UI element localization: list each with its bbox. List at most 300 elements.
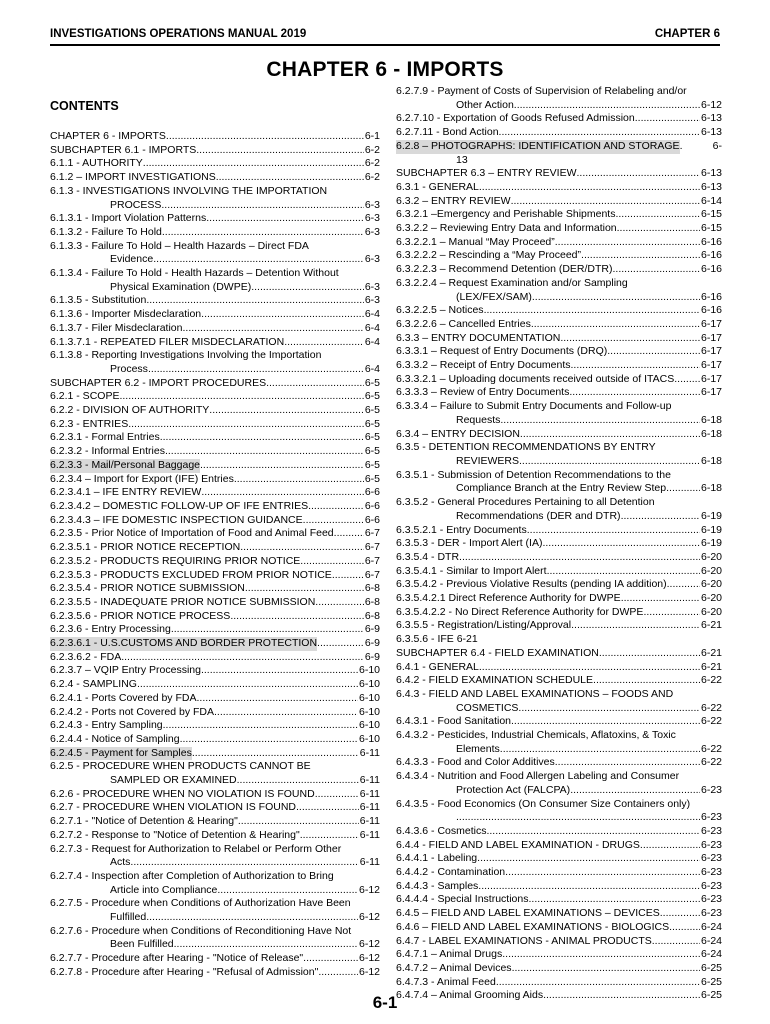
dot-leader: [143, 157, 364, 171]
dot-leader: [332, 569, 364, 583]
dot-leader: [334, 527, 364, 541]
toc-entry[interactable]: [396, 496, 722, 523]
toc-entry[interactable]: [50, 157, 380, 171]
toc-entry-title: 6.3.2.2.3 – Recommend Detention (DER/DTR): [396, 263, 613, 276]
toc-entry[interactable]: [50, 623, 380, 637]
toc-entry-title: 6.2.8 – PHOTOGRAPHS: IDENTIFICATION AND STORAGE: [396, 139, 680, 152]
toc-entry[interactable]: [396, 167, 722, 181]
toc-entry-title: 6.4.7.4 – Animal Grooming Aids: [396, 989, 544, 1002]
toc-entry[interactable]: [396, 825, 722, 839]
toc-entry-title: 6.2.3.1 - Formal Entries: [50, 431, 160, 444]
toc-entry[interactable]: [396, 551, 722, 565]
toc-page-ref: 6-7: [364, 527, 380, 540]
dot-leader: [660, 907, 700, 921]
toc-entry[interactable]: [396, 318, 722, 332]
toc-entry-title: 6.4.6 – FIELD AND LABEL EXAMINATIONS - BIOLOGICS: [396, 920, 670, 933]
dot-leader: [128, 418, 364, 432]
toc-entry-title-cont: Evidence: [110, 253, 154, 266]
toc-entry-title: 6.4.7.2 – Animal Devices: [396, 962, 512, 974]
toc-entry[interactable]: [50, 692, 380, 706]
toc-page-ref: 6-23: [700, 824, 722, 837]
toc-entry[interactable]: [50, 226, 380, 240]
toc-entry[interactable]: [50, 760, 380, 787]
toc-entry[interactable]: [396, 208, 722, 222]
toc-entry[interactable]: [50, 747, 380, 761]
toc-page-ref: 6-20: [700, 578, 722, 591]
toc-entry[interactable]: [396, 756, 722, 770]
toc-entry[interactable]: [396, 661, 722, 675]
dot-leader: [555, 756, 700, 770]
toc-entry[interactable]: [396, 798, 722, 825]
toc-entry[interactable]: [396, 948, 722, 962]
toc-entry[interactable]: [50, 815, 380, 829]
dot-leader: [518, 702, 700, 716]
toc-entry-title: 6.4.3.5 - Food Economics (On Consumer Size Containers only): [396, 797, 691, 810]
toc-entry[interactable]: [50, 459, 380, 473]
dot-leader: [216, 171, 364, 185]
dot-leader: [315, 788, 359, 802]
toc-entry[interactable]: [396, 715, 722, 729]
toc-entry[interactable]: [396, 935, 722, 949]
toc-entry-title-cont: Elements: [456, 742, 500, 755]
toc-entry[interactable]: [50, 637, 380, 651]
toc-entry-title: 6.4.7.3 - Animal Feed: [396, 975, 496, 988]
toc-page-ref: 6-3: [364, 198, 380, 211]
toc-entry[interactable]: [396, 647, 722, 661]
dot-leader: [531, 318, 700, 332]
toc-entry[interactable]: [50, 171, 380, 185]
dot-leader: [240, 541, 364, 555]
toc-entry[interactable]: [50, 240, 380, 267]
toc-page-ref: 6-18: [700, 482, 722, 495]
toc-entry[interactable]: [50, 418, 380, 432]
toc-entry[interactable]: [396, 907, 722, 921]
dot-leader: [303, 952, 358, 966]
toc-entry[interactable]: [396, 962, 722, 976]
dot-leader: [571, 619, 700, 633]
toc-page-ref: 6-23: [700, 838, 722, 851]
toc-entry-title-cont: Other Action: [456, 98, 514, 111]
toc-page-ref: 6-13: [700, 167, 722, 180]
toc-page-ref: 6-11: [359, 856, 380, 869]
toc-entry-title: 6.2.3.3 - Mail/Personal Baggage: [50, 458, 201, 471]
dot-leader: [542, 537, 700, 551]
toc-page-ref: 6-20: [700, 550, 722, 563]
toc-entry-title: 6.2.7.10 - Exportation of Goods Refused Admission: [396, 112, 635, 125]
dot-leader: [615, 208, 700, 222]
toc-page-ref: 6-5: [364, 390, 380, 403]
dot-leader: [209, 404, 364, 418]
toc-entry[interactable]: [50, 294, 380, 308]
toc-entry[interactable]: [50, 144, 380, 158]
toc-page-ref: 6-22: [700, 715, 722, 728]
toc-entry[interactable]: [50, 322, 380, 336]
dot-leader: [459, 551, 700, 565]
toc-page-ref: 6-7: [364, 541, 380, 554]
dot-leader: [214, 706, 358, 720]
dot-leader: [200, 459, 364, 473]
dot-leader: [520, 428, 700, 442]
toc-entry[interactable]: [396, 880, 722, 894]
dot-leader: [165, 445, 364, 459]
toc-entry-title-cont: COSMETICS: [456, 701, 519, 714]
toc-page-ref: 6-7: [364, 568, 380, 581]
toc-entry[interactable]: [50, 651, 380, 665]
toc-page-ref: 6-20: [700, 605, 722, 618]
toc-entry[interactable]: [50, 431, 380, 445]
toc-page-ref: 6-5: [364, 458, 380, 471]
toc-page-ref: 6-4: [364, 362, 380, 375]
dot-leader: [174, 938, 358, 952]
toc-entry[interactable]: [396, 619, 722, 633]
toc-entry[interactable]: [396, 688, 722, 715]
toc-page-ref: 6-11: [359, 801, 380, 814]
contents-heading: CONTENTS: [50, 99, 119, 113]
dot-leader: [496, 976, 700, 990]
toc-entry-title: SUBCHAPTER 6.4 - FIELD EXAMINATION: [396, 646, 599, 659]
toc-page-ref: 6-12: [358, 952, 380, 965]
toc-entry-title: 6.4.4.2 - Contamination: [396, 866, 506, 879]
toc-entry[interactable]: [396, 85, 722, 112]
toc-entry-title: 6.2.3.7 – VQIP Entry Processing: [50, 664, 201, 677]
toc-entry-title: 6.2.3.6 - Entry Processing: [50, 623, 171, 636]
toc-entry[interactable]: [396, 852, 722, 866]
toc-page-ref: 6-23: [700, 893, 722, 906]
dot-leader: [667, 578, 700, 592]
running-header: [50, 28, 720, 46]
toc-entry[interactable]: [396, 565, 722, 579]
toc-entry-title: 6.1.3.6 - Importer Misdeclaration: [50, 308, 202, 321]
toc-entry-title: 6.2.5 - PROCEDURE WHEN PRODUCTS CANNOT BE: [50, 760, 311, 773]
toc-entry[interactable]: [50, 788, 380, 802]
toc-entry[interactable]: [396, 359, 722, 373]
toc-entry-title: 6.2.7.5 - Procedure when Conditions of Authorization Have Been: [50, 897, 351, 910]
dot-leader: [300, 829, 359, 843]
dot-leader: [577, 167, 700, 181]
toc-page-ref: 6-10: [358, 719, 380, 732]
toc-entry[interactable]: [396, 249, 722, 263]
toc-page-ref: 6-24: [700, 934, 722, 947]
dot-leader: [617, 222, 700, 236]
toc-entry-title: 6.1.3.7.1 - REPEATED FILER MISDECLARATION: [50, 335, 285, 348]
toc-entry[interactable]: [396, 222, 722, 236]
toc-page-ref: 6-19: [700, 523, 722, 536]
dot-leader: [511, 715, 700, 729]
toc-entry-title: 6.3.5.4.2.1 Direct Reference Authority for DWPE: [396, 592, 621, 605]
toc-page-ref: 6-4: [364, 335, 380, 348]
toc-entry[interactable]: [396, 263, 722, 277]
toc-page-ref: 6-5: [364, 404, 380, 417]
toc-entry[interactable]: [50, 801, 380, 815]
toc-entry-title: 6.3.2.2.4 – Request Examination and/or Sampling: [396, 276, 628, 289]
toc-page-ref: 6-23: [700, 866, 722, 879]
dot-leader: [160, 431, 364, 445]
toc-entry-title-cont: Acts: [110, 856, 131, 869]
toc-entry-title: 6.4.3.4 - Nutrition and Food Allergen Labeling and Consumer: [396, 770, 680, 783]
dot-leader: [163, 719, 358, 733]
toc-entry-title-cont: (LEX/FEX/SAM): [456, 290, 532, 303]
toc-entry-title: 6.3.5.1 - Submission of Detention Recommendations to the: [396, 468, 671, 481]
toc-entry[interactable]: [50, 500, 380, 514]
toc-page-ref: 6-11: [359, 746, 380, 759]
toc-page-ref: 6-19: [700, 509, 722, 522]
toc-entry-title: 6.2.4.5 - Payment for Samples: [50, 746, 192, 759]
toc-entry-title-cont: Compliance Branch at the Entry Review Step: [456, 482, 667, 495]
toc-page-ref: 6-20: [700, 592, 722, 605]
toc-entry-title: 6.2.4.3 - Entry Sampling: [50, 719, 163, 732]
chapter-label: CHAPTER 6: [654, 28, 720, 40]
toc-entry-title: 6.2.3 - ENTRIES: [50, 417, 129, 430]
toc-entry[interactable]: [396, 578, 722, 592]
dot-leader: [547, 565, 700, 579]
toc-entry[interactable]: [396, 537, 722, 551]
dot-leader: [621, 510, 700, 524]
toc-entry-title-cont: Physical Examination (DWPE): [110, 280, 252, 293]
toc-entry-title: 6.1.3.2 - Failure To Hold: [50, 225, 162, 238]
dot-leader: [456, 811, 700, 825]
toc-entry-title: 6.4.1 - GENERAL: [396, 660, 479, 673]
toc-entry-title-cont: SAMPLED OR EXAMINED: [110, 774, 237, 787]
toc-entry[interactable]: [50, 610, 380, 624]
toc-page-ref: 6-23: [700, 879, 722, 892]
toc-page-ref: 6-5: [364, 417, 380, 430]
dot-leader: [245, 582, 364, 596]
toc-page-ref: 6-10: [358, 691, 380, 704]
toc-page-ref: 6-22: [700, 756, 722, 769]
toc-entry[interactable]: [396, 729, 722, 756]
dot-leader: [599, 647, 700, 661]
toc-entry-title: 6.3.5.3 - DER - Import Alert (IA): [396, 537, 543, 550]
toc-page-ref: 6-24: [700, 920, 722, 933]
dot-leader: [146, 294, 364, 308]
toc-entry-title: 6.2.7.8 - Procedure after Hearing - "Refusal of Admission": [50, 965, 319, 978]
toc-entry-title: 6.2.3.5.2 - PRODUCTS REQUIRING PRIOR NOTICE: [50, 554, 301, 567]
toc-entry[interactable]: [50, 349, 380, 376]
dot-leader: [581, 249, 700, 263]
dot-leader: [284, 336, 364, 350]
toc-entry[interactable]: [50, 733, 380, 747]
toc-entry-title: 6.3.3.3 – Review of Entry Documents: [396, 386, 570, 399]
toc-entry-title: 6.3.5.2.1 - Entry Documents: [396, 523, 527, 536]
dot-leader: [593, 674, 700, 688]
toc-entry[interactable]: [396, 236, 722, 250]
toc-page-ref: 6-12: [358, 883, 380, 896]
toc-entry-title: 6.2.7.7 - Procedure after Hearing - "Notice of Release": [50, 952, 304, 965]
toc-page-ref: 6-15: [700, 222, 722, 235]
toc-entry-title: 6.3.3.1 – Request of Entry Documents (DRQ): [396, 345, 608, 358]
toc-page-ref: 6-5: [364, 431, 380, 444]
toc-entry[interactable]: [50, 706, 380, 720]
toc-entry[interactable]: [50, 870, 380, 897]
toc-page-ref: 6-16: [700, 304, 722, 317]
dot-leader: [238, 815, 359, 829]
toc-entry[interactable]: [396, 441, 722, 468]
toc-page-ref: 6-16: [700, 235, 722, 248]
toc-entry-title: 6.4.5 – FIELD AND LABEL EXAMINATIONS – DEVICES: [396, 907, 660, 920]
toc-entry-title-cont: Article into Compliance: [110, 883, 218, 896]
toc-entry[interactable]: [396, 386, 722, 400]
dot-leader: [529, 893, 700, 907]
toc-page-ref: 6-16: [700, 263, 722, 276]
toc-entry-title: 6.2.4 - SAMPLING: [50, 678, 137, 691]
toc-entry[interactable]: [396, 332, 722, 346]
toc-entry[interactable]: [396, 112, 722, 126]
toc-entry[interactable]: [50, 212, 380, 226]
toc-page-ref: 6-3: [364, 280, 380, 293]
toc-entry[interactable]: [396, 345, 722, 359]
toc-page-ref: 6-6: [364, 513, 380, 526]
toc-entry-title: CHAPTER 6 - IMPORTS: [50, 130, 166, 142]
toc-entry[interactable]: [396, 921, 722, 935]
toc-entry-title: 6.1.2 – IMPORT INVESTIGATIONS: [50, 171, 216, 184]
dot-leader: [171, 623, 364, 637]
toc-entry-title: 6.4.4.1 - Labeling: [396, 852, 478, 865]
toc-entry[interactable]: [50, 596, 380, 610]
toc-entry[interactable]: [396, 469, 722, 496]
toc-entry[interactable]: [50, 130, 380, 144]
toc-entry[interactable]: [396, 126, 722, 140]
toc-page-ref: 6-8: [364, 582, 380, 595]
toc-page-ref: 6-6: [364, 499, 380, 512]
toc-entry[interactable]: [50, 829, 380, 843]
dot-leader: [484, 304, 700, 318]
toc-entry-title: 6.2.7.11 - Bond Action: [396, 126, 499, 139]
dot-leader: [303, 514, 364, 528]
toc-entry[interactable]: [50, 541, 380, 555]
toc-entry[interactable]: [396, 428, 722, 442]
toc-page-ref: 6-4: [364, 321, 380, 334]
toc-entry[interactable]: [396, 592, 722, 606]
toc-page-ref: 6-3: [364, 253, 380, 266]
toc-entry-title: 6.2.3.5 - Prior Notice of Importation of Food and Animal Feed: [50, 527, 334, 540]
toc-entry[interactable]: [50, 527, 380, 541]
toc-page-ref: 6-2: [364, 171, 380, 184]
toc-entry[interactable]: [50, 925, 380, 952]
toc-entry[interactable]: [50, 897, 380, 924]
dot-leader: [669, 921, 700, 935]
toc-page-ref: 6-14: [700, 194, 722, 207]
toc-entry-title: 6.2.3.4.1 – IFE ENTRY REVIEW: [50, 486, 202, 499]
toc-entry[interactable]: [50, 843, 380, 870]
toc-entry-title: 6.3.5.4.2.2 - No Direct Reference Authority for DWPE: [396, 605, 644, 618]
dot-leader: [500, 414, 700, 428]
toc-entry[interactable]: [50, 473, 380, 487]
toc-entry[interactable]: [50, 404, 380, 418]
toc-entry[interactable]: [396, 304, 722, 318]
toc-entry[interactable]: [396, 195, 722, 209]
toc-entry-title: 6.3.3.2.1 – Uploading documents received outside of ITACS: [396, 372, 675, 385]
toc-page-ref: 6-21: [700, 660, 722, 673]
toc-entry[interactable]: [396, 181, 722, 195]
dot-leader: [555, 236, 700, 250]
toc-entry[interactable]: [50, 267, 380, 294]
toc-page-ref: 6-10: [358, 705, 380, 718]
toc-page-ref: 6-5: [364, 472, 380, 485]
toc-entry[interactable]: [50, 486, 380, 500]
toc-entry[interactable]: [396, 373, 722, 387]
toc-entry-title: 6.2.3.5.5 - INADEQUATE PRIOR NOTICE SUBMISSION: [50, 595, 316, 608]
toc-entry[interactable]: [50, 952, 380, 966]
toc-entry-title: 6.4.4.3 - Samples: [396, 879, 479, 892]
dot-leader: [146, 911, 358, 925]
toc-entry[interactable]: [50, 555, 380, 569]
toc-entry[interactable]: [50, 445, 380, 459]
toc-entry[interactable]: [396, 893, 722, 907]
toc-page-ref: 6-23: [700, 852, 722, 865]
toc-entry[interactable]: [396, 277, 722, 304]
toc-entry[interactable]: [50, 377, 380, 391]
toc-page-ref: 6-7: [364, 554, 380, 567]
toc-entry[interactable]: [396, 633, 722, 647]
toc-entry[interactable]: [50, 582, 380, 596]
dot-leader: [317, 637, 364, 651]
toc-entry-title: 6.2.3.5.6 - PRIOR NOTICE PROCESS: [50, 609, 231, 622]
toc-entry[interactable]: [396, 400, 722, 427]
toc-entry[interactable]: [396, 606, 722, 620]
toc-entry-title: 6.2.3.6.1 - U.S.CUSTOMS AND BORDER PROTECTION: [50, 637, 318, 650]
toc-entry-title: 6.3.3 – ENTRY DOCUMENTATION: [396, 331, 561, 344]
toc-entry[interactable]: [396, 866, 722, 880]
toc-entry-title: 6.4.4.4 - Special Instructions: [396, 893, 529, 906]
toc-entry-title: 6.3.2.2 – Reviewing Entry Data and Information: [396, 222, 617, 235]
toc-page-ref: 6-10: [358, 678, 380, 691]
toc-entry[interactable]: [396, 976, 722, 990]
toc-entry[interactable]: [50, 390, 380, 404]
toc-page-ref: 6-3: [364, 225, 380, 238]
toc-page-ref-cont: 13: [456, 153, 468, 166]
dot-leader: [486, 825, 700, 839]
toc-entry[interactable]: [50, 664, 380, 678]
dot-leader: [296, 801, 359, 815]
toc-page-ref: 6-13: [700, 112, 722, 125]
toc-entry[interactable]: [50, 678, 380, 692]
dot-leader: [635, 112, 700, 126]
page-title: CHAPTER 6 - IMPORTS: [266, 58, 504, 81]
dot-leader: [192, 747, 359, 761]
toc-entry[interactable]: [396, 140, 722, 167]
toc-page-ref: 6-17: [700, 345, 722, 358]
toc-entry-title: 6.2.4.4 - Notice of Sampling: [50, 732, 180, 745]
toc-entry[interactable]: [50, 185, 380, 212]
toc-entry[interactable]: [50, 308, 380, 322]
toc-entry[interactable]: [50, 966, 380, 980]
toc-entry[interactable]: [50, 336, 380, 350]
dot-leader: [527, 524, 700, 538]
toc-page-ref: 6-8: [364, 595, 380, 608]
toc-entry-title: 6.2.3.4 – Import for Export (IFE) Entries: [50, 472, 234, 485]
dot-leader: [560, 332, 700, 346]
toc-entry[interactable]: [396, 770, 722, 797]
toc-entry[interactable]: [396, 839, 722, 853]
toc-entry[interactable]: [50, 569, 380, 583]
toc-entry-title: 6.2.7 - PROCEDURE WHEN VIOLATION IS FOUND: [50, 801, 297, 814]
toc-page-ref: 6-1: [364, 130, 380, 142]
toc-page-ref: 6-12: [358, 938, 380, 951]
toc-entry-title-cont: Protection Act (FALCPA): [456, 783, 571, 796]
dot-leader: [180, 733, 358, 747]
toc-entry[interactable]: [396, 674, 722, 688]
dot-leader: [201, 486, 363, 500]
toc-entry[interactable]: [396, 524, 722, 538]
toc-entry[interactable]: [50, 719, 380, 733]
toc-entry[interactable]: [50, 514, 380, 528]
toc-page-ref: 6-22: [700, 742, 722, 755]
toc-entry-title: SUBCHAPTER 6.2 - IMPORT PROCEDURES: [50, 376, 267, 389]
toc-page-ref: 6-25: [700, 975, 722, 988]
toc-entry-title: 6.2.3.5.4 - PRIOR NOTICE SUBMISSION: [50, 582, 245, 595]
toc-entry-title: 6.3.5.4 - DTR: [396, 550, 460, 563]
dot-leader: [162, 226, 364, 240]
